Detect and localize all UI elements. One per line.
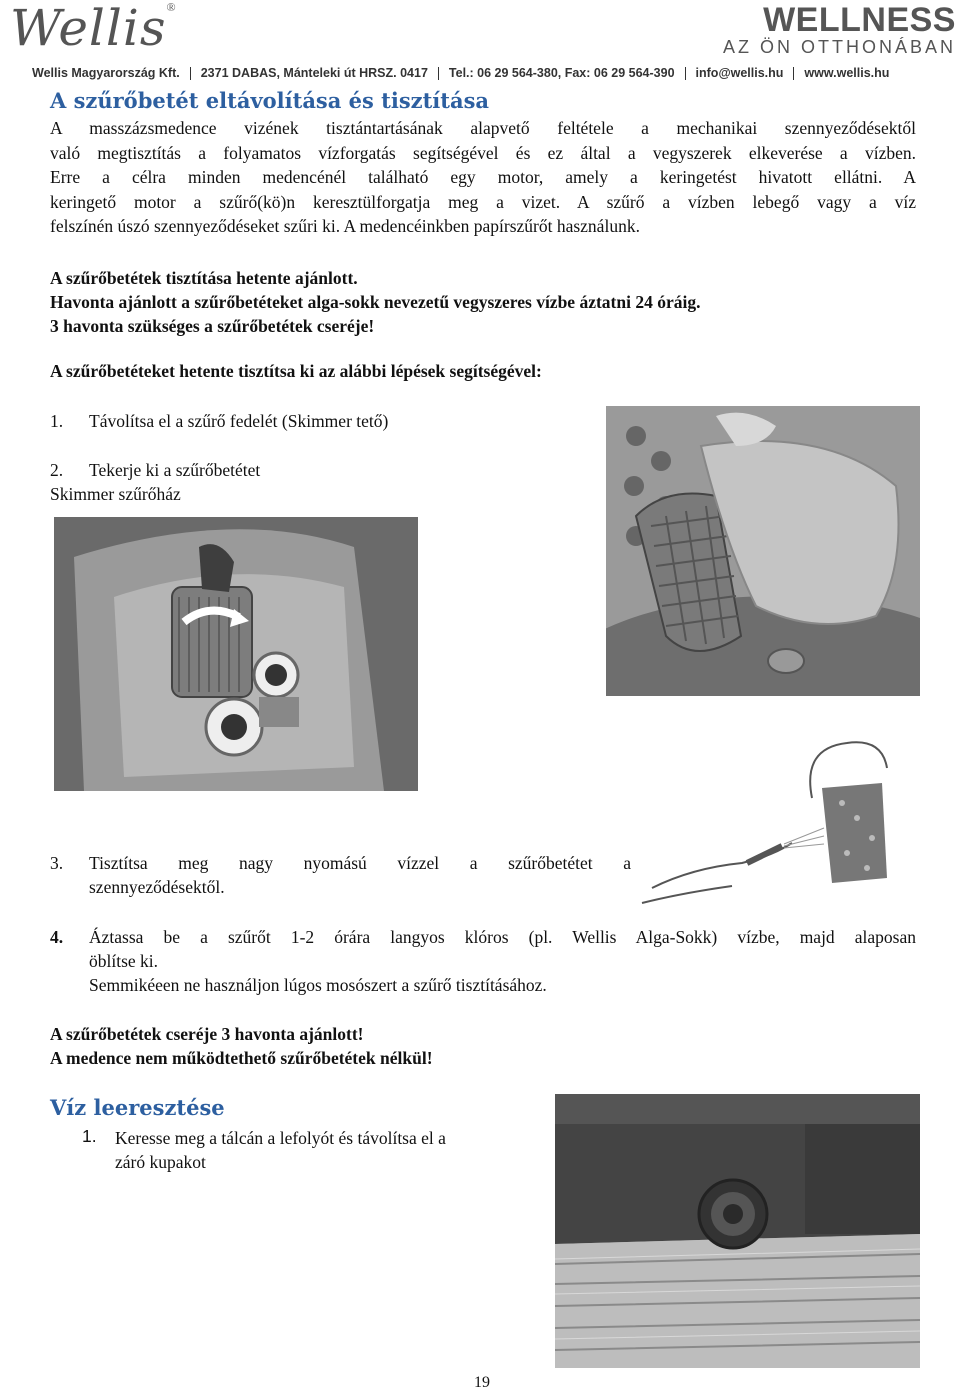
separator [685,67,686,80]
step-text: öblítse ki. [89,951,159,971]
separator [793,67,794,80]
address: 2371 DABAS, Mánteleki út HRSZ. 0417 [200,66,428,80]
email: info@wellis.hu [695,66,784,80]
bold-note: 3 havonta szükséges a szűrőbetétek cseréje! [50,316,375,336]
rinsing-sketch [632,728,894,918]
bold-note: Havonta ajánlott a szűrőbetéteket alga-sokk nevezetű vegyszeres vízbe áztatni 24 óráig. [50,292,701,312]
skimmer-label: Skimmer szűrőház [50,484,181,504]
bold-note: A szűrőbetétek tisztítása hetente ajánlott. [50,268,358,288]
step-text: Tisztítsa meg nagy nyomású vízzel a szűrőbetétet a [89,853,631,873]
step-number: 3. [50,853,64,873]
step-text: záró kupakot [115,1152,206,1172]
section-title-filter: A szűrőbetét eltávolítása és tisztítása [50,88,490,113]
drain-illustration [555,1094,920,1368]
page-number: 19 [474,1374,490,1391]
step-text: Keresse meg a tálcán a lefolyót és távolítsa el a [115,1128,446,1148]
website: www.wellis.hu [804,66,890,80]
step-number: 1. [82,1126,97,1146]
intro-line: keringető motor a szűrő(kö)n keresztülforgatja meg a vizet. A szűrő a vízben lebegő vagy a víz [50,191,916,212]
contact-bar [32,66,960,80]
operation-warning: A medence nem működtethető szűrőbetétek nélkül! [50,1048,433,1068]
brand-wellness: WELLNESS [763,1,956,39]
step-number: 4. [50,927,64,947]
intro-line: Erre a célra minden medencénél található egy motor, amely a keringetést hivatott ellátni. A [50,167,916,188]
separator [190,67,191,80]
step-number: 2. [50,460,64,480]
steps-heading: A szűrőbetéteket hetente tisztítsa ki az alábbi lépések segítségével: [50,361,542,381]
separator [438,67,439,80]
intro-line: való megtisztítás a folyamatos vízforgatás segítségével és ez által a vegyszerek elkeverése a vízben. [50,142,916,163]
wellis-logo [10,0,210,62]
brand-tagline: AZ ÖN OTTHONÁBAN [722,37,956,57]
replacement-warning: A szűrőbetétek cseréje 3 havonta ajánlott! [50,1024,364,1044]
intro-line: felszínén úszó szennyeződéseket szűri ki. A medencéinkben papírszűrőt használunk. [50,216,640,237]
company-name: Wellis Magyarország Kft. [32,66,180,80]
step-text: szennyeződésektől. [89,877,225,897]
step-number: 1. [50,411,64,431]
step-warning-text: Semmikéeen ne használjon lúgos mosószert a szűrő tisztításához. [89,975,547,995]
skimmer-lid-photo [606,406,920,696]
skimmer-lid-illustration [606,406,920,696]
drain-photo [555,1094,920,1368]
step-text: Távolítsa el a szűrő fedelét (Skimmer tető) [89,411,389,431]
section-title-drain: Víz leeresztése [50,1095,225,1120]
phone-fax: Tel.: 06 29 564-380, Fax: 06 29 564-390 [448,66,675,80]
skimmer-housing-illustration [54,517,418,791]
step-text: Tekerje ki a szűrőbetétet [89,460,261,480]
registered-mark: ® [166,0,176,14]
step-text: Áztassa be a szűrőt 1-2 órára langyos klóros (pl. Wellis Alga-Sokk) vízbe, majd alaposan [89,927,916,947]
intro-line: A masszázsmedence vizének tisztántartásának alapvető feltétele a mechanikai szennyeződésektől [50,118,916,138]
intro-paragraph [50,116,916,239]
logo-text: Wellis [10,0,167,57]
skimmer-housing-photo [54,517,418,791]
rinsing-illustration [632,728,894,918]
